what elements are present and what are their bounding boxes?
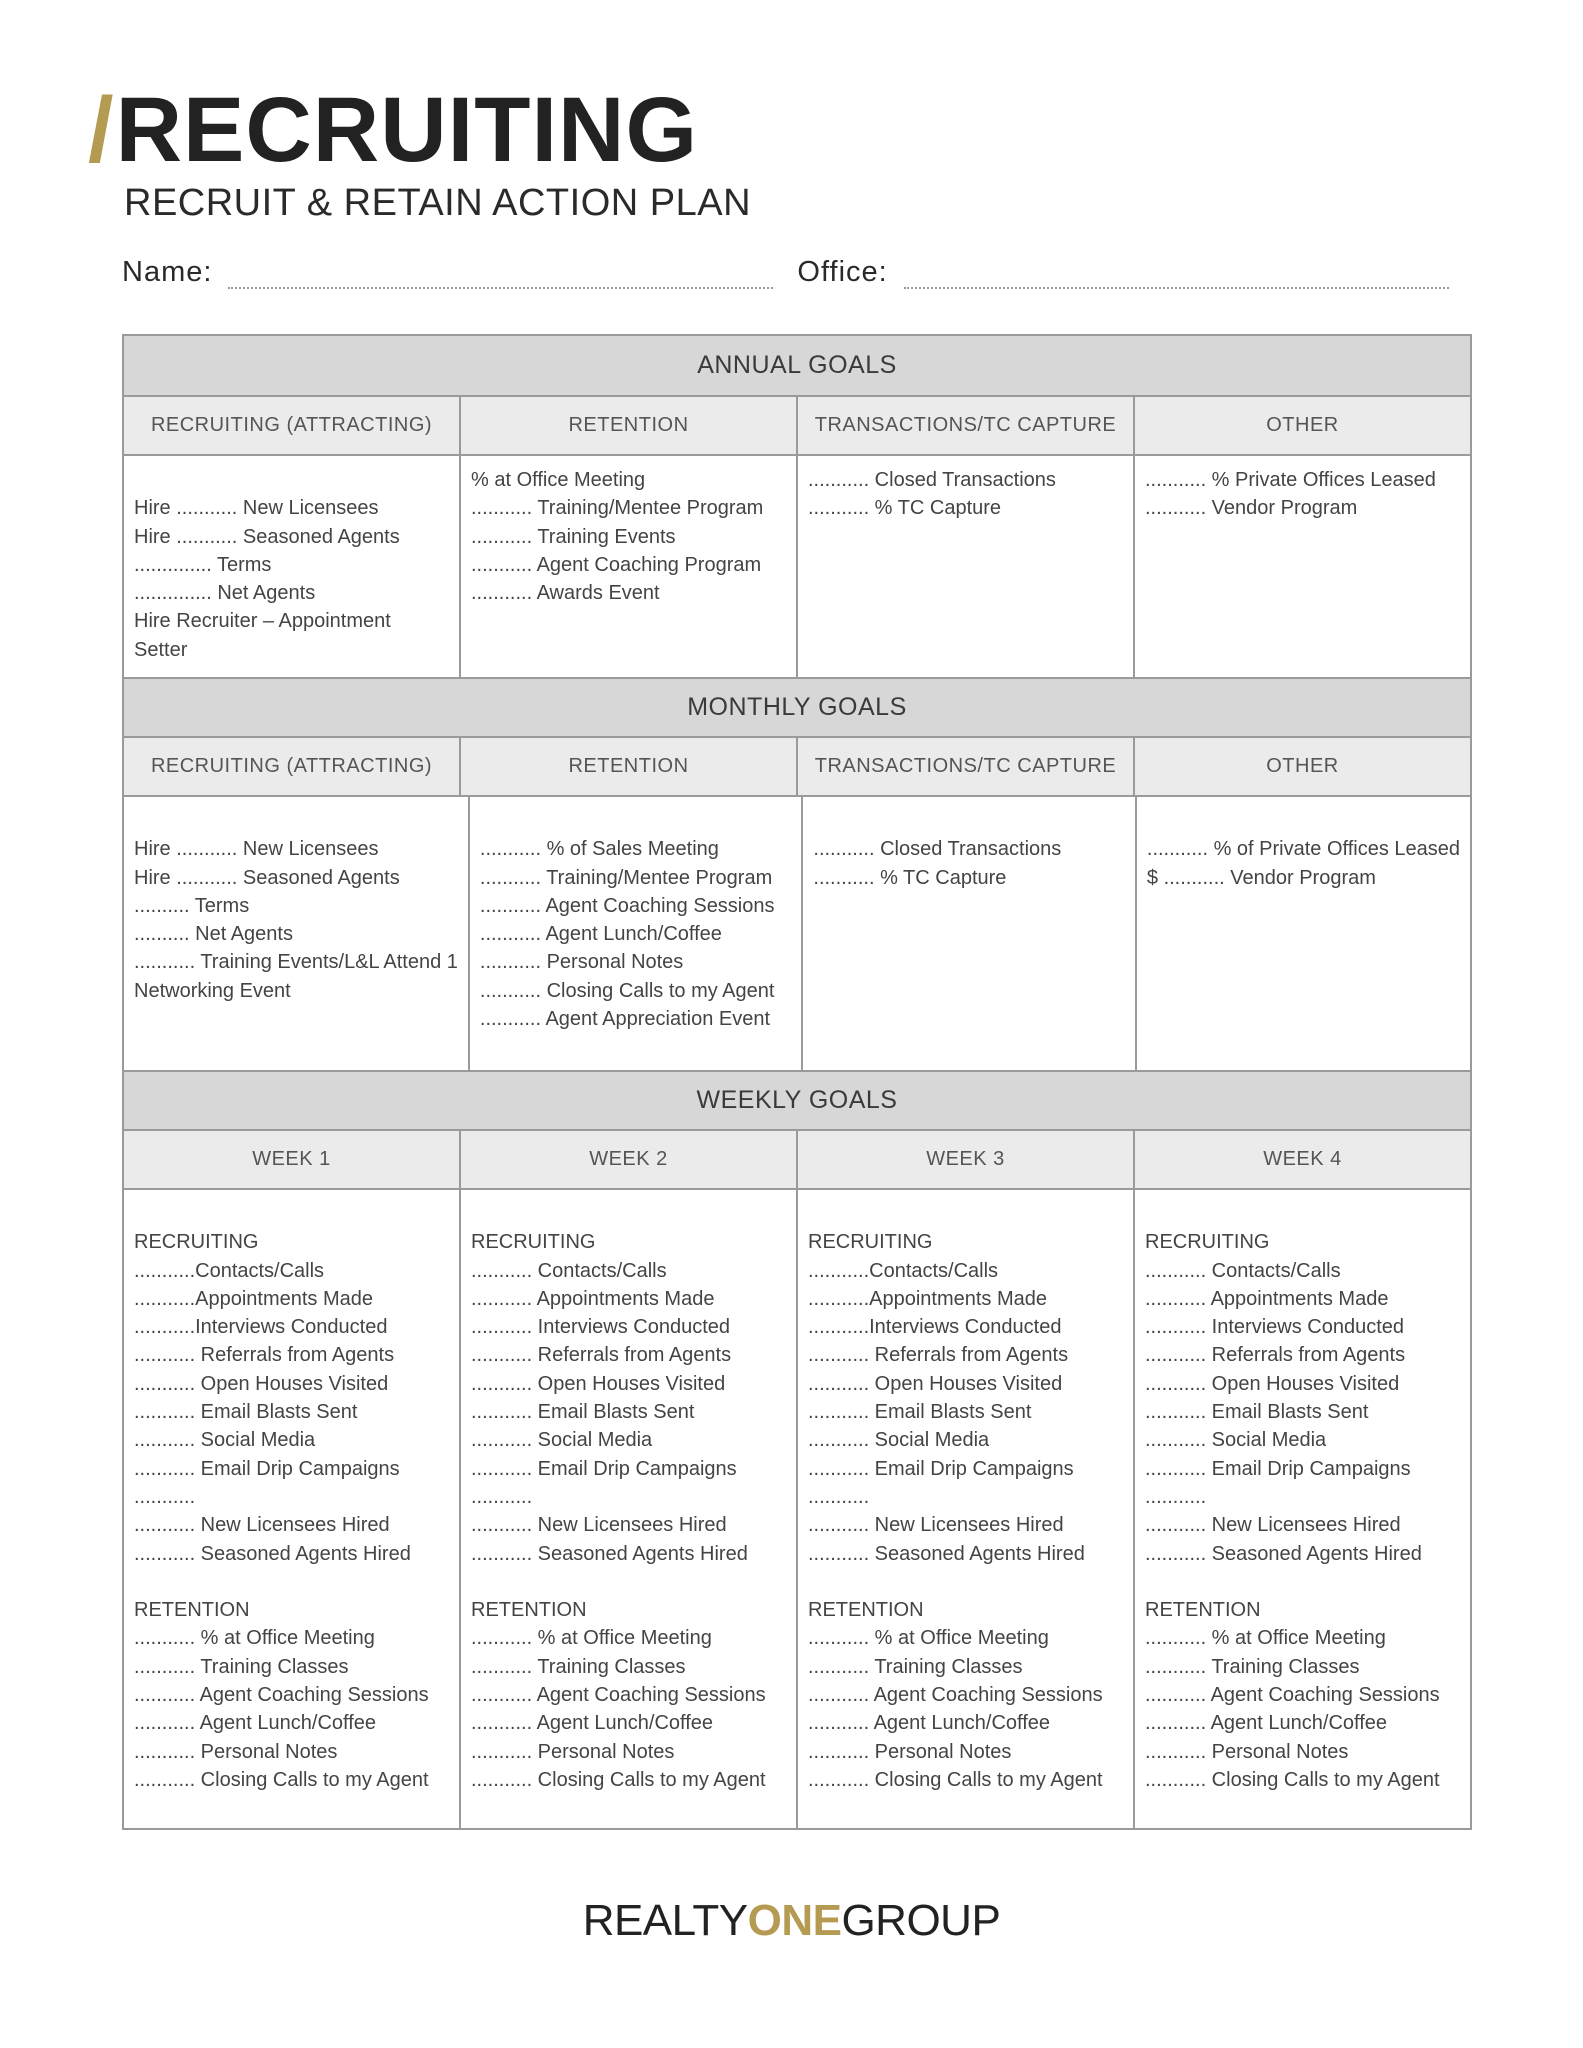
goal-line[interactable]: ........... Open Houses Visited <box>1145 1372 1400 1395</box>
goal-line[interactable]: Hire ........... New Licensees <box>134 838 379 861</box>
monthly-cell <box>1135 797 1470 1070</box>
goal-line[interactable]: ........... <box>1145 1485 1207 1508</box>
goal-line[interactable]: ........... Interviews Conducted <box>471 1316 731 1339</box>
goal-line[interactable]: ........... Contacts/Calls <box>1145 1259 1341 1282</box>
goal-line[interactable]: .............. Net Agents <box>134 582 316 605</box>
goal-line: % at Office Meeting <box>471 469 646 491</box>
page-header <box>88 79 752 225</box>
weekly-cells-row <box>124 1188 1470 1828</box>
weekly-column-header: WEEK 2 <box>459 1131 796 1188</box>
goal-line: RETENTION <box>1145 1599 1261 1622</box>
goal-line: RECRUITING <box>134 1231 259 1254</box>
goal-line[interactable]: ........... Agent Coaching Sessions <box>134 1684 429 1707</box>
goal-line[interactable]: ........... Closed Transactions <box>808 469 1056 491</box>
goal-line[interactable]: ........... Training/Mentee Program <box>471 497 764 520</box>
annual-cell <box>459 456 796 677</box>
goal-line[interactable]: ........... <box>808 1485 870 1508</box>
goal-line[interactable]: ........... <box>471 1485 533 1508</box>
goal-line[interactable]: ........... Agent Lunch/Coffee <box>479 923 722 946</box>
goal-line[interactable]: ........... Email Drip Campaigns <box>134 1457 400 1480</box>
goal-line[interactable]: ........... Personal Notes <box>1145 1740 1349 1763</box>
goal-line[interactable]: ........... Awards Event <box>471 582 660 605</box>
goal-line[interactable]: ........... Training Events/L&L Attend 1 <box>134 951 458 974</box>
goal-line[interactable]: ........... Social Media <box>471 1429 653 1452</box>
monthly-cell <box>468 797 802 1070</box>
goal-line[interactable]: ........... New Licensees Hired <box>808 1514 1064 1537</box>
title-slash: / <box>88 79 114 181</box>
goal-line[interactable]: ........... Appointments Made <box>471 1287 715 1310</box>
goal-line[interactable]: ........... Referrals from Agents <box>808 1344 1069 1367</box>
goal-line[interactable]: ........... Agent Appreciation Event <box>479 1008 771 1031</box>
goal-line[interactable]: ........... Referrals from Agents <box>1145 1344 1406 1367</box>
goal-line[interactable]: ........... % TC Capture <box>808 497 1002 520</box>
goal-line: RECRUITING <box>1145 1231 1270 1254</box>
goal-line[interactable]: ........... % at Office Meeting <box>808 1627 1049 1650</box>
monthly-column-header: RETENTION <box>459 738 796 795</box>
goal-line[interactable]: ........... Social Media <box>134 1429 316 1452</box>
goal-line[interactable]: ........... Referrals from Agents <box>471 1344 732 1367</box>
goal-line[interactable]: ........... Contacts/Calls <box>471 1259 667 1282</box>
goal-line[interactable]: ........... Interviews Conducted <box>1145 1316 1405 1339</box>
goal-line[interactable]: ........... Referrals from Agents <box>134 1344 395 1367</box>
goal-line[interactable]: ........... Email Blasts Sent <box>808 1401 1032 1424</box>
annual-cell <box>124 456 459 677</box>
goal-line[interactable]: .......... Net Agents <box>134 923 293 946</box>
weekly-cell <box>1133 1190 1470 1828</box>
goal-line: Setter <box>134 638 188 661</box>
goal-line[interactable]: Hire ........... New Licensees <box>134 497 379 520</box>
goal-line[interactable]: ........... Agent Lunch/Coffee <box>134 1712 377 1735</box>
goal-line[interactable]: $ ........... Vendor Program <box>1146 866 1376 889</box>
goal-line[interactable]: ........... Personal Notes <box>471 1740 675 1763</box>
goal-line[interactable]: ........... Training Classes <box>1145 1655 1360 1678</box>
monthly-cell <box>124 797 468 1070</box>
weekly-goals-section <box>124 1070 1470 1828</box>
goal-line[interactable]: ........... Personal Notes <box>479 951 684 974</box>
goal-line <box>813 807 1125 835</box>
office-label: Office: <box>797 256 888 288</box>
goal-line[interactable]: ........... Seasoned Agents Hired <box>808 1542 1085 1565</box>
goal-line[interactable]: ........... Seasoned Agents Hired <box>1145 1542 1422 1565</box>
office-field[interactable] <box>904 265 1449 289</box>
goal-line[interactable]: ...........Contacts/Calls <box>134 1259 325 1282</box>
goal-line <box>134 1200 449 1228</box>
goal-line: Hire Recruiter – Appointment <box>134 610 391 633</box>
goal-line[interactable]: ........... New Licensees Hired <box>134 1514 390 1537</box>
annual-goals-title: ANNUAL GOALS <box>124 336 1470 395</box>
goal-line[interactable]: ........... Email Blasts Sent <box>134 1401 358 1424</box>
goal-line[interactable]: ........... % TC Capture <box>813 866 1007 889</box>
goal-line[interactable]: ........... Email Drip Campaigns <box>471 1457 737 1480</box>
page-subtitle: RECRUIT & RETAIN ACTION PLAN <box>124 182 752 224</box>
goal-line: RETENTION <box>134 1599 250 1622</box>
goal-line[interactable]: ........... Personal Notes <box>808 1740 1012 1763</box>
logo-one: ONE <box>747 1896 842 1945</box>
annual-column-headers <box>124 395 1470 454</box>
goal-line: Networking Event <box>134 979 291 1002</box>
goal-line[interactable]: ........... <box>134 1485 196 1508</box>
goal-line[interactable]: ........... Personal Notes <box>134 1740 338 1763</box>
goal-line[interactable]: ........... % at Office Meeting <box>134 1627 375 1650</box>
goal-line[interactable]: ........... Email Blasts Sent <box>471 1401 695 1424</box>
goal-line[interactable]: Hire ........... Seasoned Agents <box>134 525 400 548</box>
annual-column-header: RECRUITING (ATTRACTING) <box>150 414 433 436</box>
logo-group: GROUP <box>841 1896 1001 1945</box>
goal-line <box>480 807 792 835</box>
goal-line[interactable]: .............. Terms <box>134 553 272 576</box>
goal-line <box>134 807 458 835</box>
goal-line <box>1145 1568 1460 1596</box>
monthly-cell <box>801 797 1135 1070</box>
name-field[interactable] <box>228 265 773 289</box>
monthly-column-header: TRANSACTIONS/TC CAPTURE <box>796 738 1133 795</box>
goal-line <box>1145 1200 1460 1228</box>
goal-line[interactable]: ........... Training Events <box>471 525 676 548</box>
goals-table <box>122 334 1472 1830</box>
goal-line[interactable]: ........... New Licensees Hired <box>471 1514 727 1537</box>
goal-line[interactable]: ........... Seasoned Agents Hired <box>471 1542 748 1565</box>
goal-line[interactable]: ........... Training Classes <box>471 1655 686 1678</box>
annual-column-header: OTHER <box>1133 397 1470 454</box>
goal-line[interactable]: ...........Contacts/Calls <box>808 1259 999 1282</box>
goal-line[interactable]: ........... Email Blasts Sent <box>1145 1401 1369 1424</box>
goal-line[interactable]: ...........Appointments Made <box>134 1287 374 1310</box>
goal-line[interactable]: ........... Agent Coaching Sessions <box>808 1684 1103 1707</box>
goal-line[interactable]: ........... Open Houses Visited <box>808 1372 1063 1395</box>
page-title: RECRUITING <box>115 79 699 181</box>
goal-line: RECRUITING <box>471 1231 596 1254</box>
weekly-goals-title: WEEKLY GOALS <box>124 1070 1470 1129</box>
goal-line: RECRUITING <box>808 1231 933 1254</box>
goal-line <box>808 1200 1123 1228</box>
goal-line[interactable]: ........... % at Office Meeting <box>471 1627 712 1650</box>
goal-line[interactable]: ........... Agent Lunch/Coffee <box>1145 1712 1388 1735</box>
goal-line <box>1147 807 1460 835</box>
goal-line[interactable]: ........... Vendor Program <box>1145 497 1358 520</box>
weekly-cell <box>459 1190 796 1828</box>
goal-line[interactable]: ........... % of Private Offices Leased <box>1146 838 1460 861</box>
monthly-goals-section <box>124 677 1470 1070</box>
goal-line <box>471 1568 786 1596</box>
goal-line[interactable]: ........... % at Office Meeting <box>1145 1627 1386 1650</box>
goal-line[interactable]: ........... Open Houses Visited <box>471 1372 726 1395</box>
monthly-column-headers <box>124 736 1470 795</box>
annual-goals-section <box>124 336 1470 677</box>
goal-line <box>134 1568 449 1596</box>
goal-line[interactable]: ...........Interviews Conducted <box>134 1316 388 1339</box>
goal-line[interactable]: ...........Appointments Made <box>808 1287 1048 1310</box>
goal-line[interactable]: ........... Open Houses Visited <box>134 1372 389 1395</box>
goal-line[interactable]: ........... Social Media <box>808 1429 990 1452</box>
goal-line[interactable]: ........... Closed Transactions <box>813 838 1062 861</box>
goal-line[interactable]: ........... Closing Calls to my Agent <box>471 1768 766 1791</box>
goal-line[interactable]: ........... Appointments Made <box>1145 1287 1389 1310</box>
weekly-cell <box>796 1190 1133 1828</box>
goal-line[interactable]: ...........Interviews Conducted <box>808 1316 1062 1339</box>
weekly-cell <box>124 1190 459 1828</box>
annual-column-header: TRANSACTIONS/TC CAPTURE <box>796 397 1133 454</box>
goal-line[interactable]: ........... Email Drip Campaigns <box>808 1457 1074 1480</box>
goal-line[interactable]: ........... Closing Calls to my Agent <box>1145 1768 1440 1791</box>
annual-cells-row <box>124 454 1470 677</box>
goal-line[interactable]: ........... Agent Lunch/Coffee <box>471 1712 714 1735</box>
annual-cell <box>796 456 1133 677</box>
brand-logo <box>0 1896 1583 1946</box>
title-row <box>88 79 751 181</box>
goal-line[interactable]: Hire ........... Seasoned Agents <box>134 866 400 889</box>
weekly-column-header: WEEK 3 <box>796 1131 1133 1188</box>
goal-line[interactable]: ........... Agent Lunch/Coffee <box>808 1712 1051 1735</box>
name-label: Name: <box>122 256 213 288</box>
weekly-column-headers <box>124 1129 1470 1188</box>
goal-line[interactable]: ........... Agent Coaching Sessions <box>1145 1684 1440 1707</box>
goal-line[interactable]: ........... Closing Calls to my Agent <box>479 979 775 1002</box>
goal-line <box>471 1200 786 1228</box>
goal-line[interactable]: .......... Terms <box>134 894 250 917</box>
goal-line[interactable]: ........... Seasoned Agents Hired <box>134 1542 411 1565</box>
monthly-column-header: OTHER <box>1133 738 1470 795</box>
goal-line[interactable]: ........... Agent Coaching Sessions <box>479 894 775 917</box>
goal-line[interactable]: ........... % Private Offices Leased <box>1145 469 1436 491</box>
goal-line[interactable]: ........... Email Drip Campaigns <box>1145 1457 1411 1480</box>
goal-line: RETENTION <box>471 1599 587 1622</box>
goal-line[interactable]: ........... Agent Coaching Program <box>471 553 762 576</box>
goal-line <box>808 1568 1123 1596</box>
goal-line[interactable]: ........... Closing Calls to my Agent <box>134 1768 429 1791</box>
goal-line[interactable]: ........... Agent Coaching Sessions <box>471 1684 766 1707</box>
form-fields <box>122 256 1462 289</box>
goal-line[interactable]: ........... New Licensees Hired <box>1145 1514 1401 1537</box>
goal-line[interactable]: ........... Social Media <box>1145 1429 1327 1452</box>
goal-line[interactable]: ........... Training Classes <box>808 1655 1023 1678</box>
goal-line: RETENTION <box>808 1599 924 1622</box>
monthly-goals-title: MONTHLY GOALS <box>124 677 1470 736</box>
goal-line[interactable]: ........... Training/Mentee Program <box>479 866 773 889</box>
annual-column-header: RETENTION <box>459 397 796 454</box>
monthly-column-header: RECRUITING (ATTRACTING) <box>150 755 433 777</box>
goal-line <box>134 466 449 494</box>
goal-line[interactable]: ........... % of Sales Meeting <box>479 838 719 861</box>
monthly-cells-row <box>124 795 1470 1070</box>
goal-line[interactable]: ........... Closing Calls to my Agent <box>808 1768 1103 1791</box>
logo-realty: REALTY <box>582 1896 748 1945</box>
annual-cell <box>1133 456 1470 677</box>
weekly-column-header: WEEK 1 <box>252 1148 331 1170</box>
goal-line[interactable]: ........... Training Classes <box>134 1655 349 1678</box>
weekly-column-header: WEEK 4 <box>1133 1131 1470 1188</box>
